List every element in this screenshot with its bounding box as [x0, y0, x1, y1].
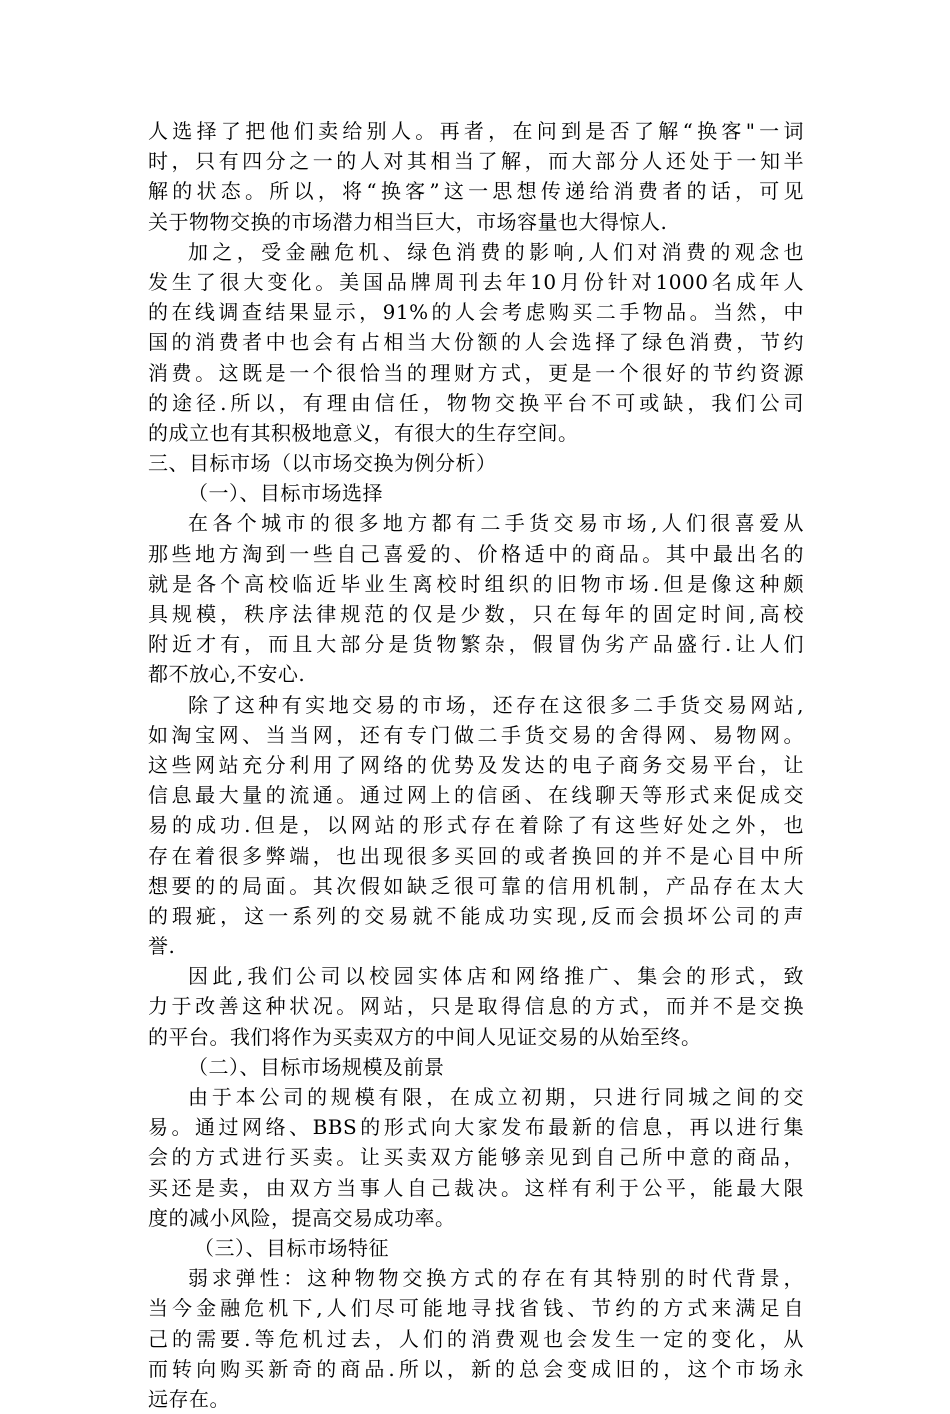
text-line: 而转向购买新奇的商品.所以，新的总会变成旧的，这个市场永 — [148, 1356, 804, 1381]
text-line: 的在线调查结果显示，91%的人会考虑购买二手物品。当然，中 — [148, 300, 804, 325]
text-line: 易。通过网络、BBS的形式向大家发布最新的信息，再以进行集 — [148, 1115, 804, 1140]
text-line: 的途径.所以，有理由信任，物物交换平台不可或缺，我们公司 — [148, 390, 804, 415]
text-line: 的瑕疵，这一系列的交易就不能成功实现,反而会损坏公司的声 — [148, 903, 804, 928]
document-body — [148, 116, 804, 1414]
text-line: 己的需要.等危机过去，人们的消费观也会发生一定的变化，从 — [148, 1326, 804, 1351]
text-line: 远存在。 — [148, 1386, 230, 1411]
text-line: 时，只有四分之一的人对其相当了解，而大部分人还处于一知半 — [148, 149, 804, 174]
text-line: 想要的的局面。其次假如缺乏很可靠的信用机制，产品存在太大 — [148, 873, 804, 898]
text-line: 在各个城市的很多地方都有二手货交易市场,人们很喜爱从 — [188, 511, 804, 536]
text-line: 誉. — [148, 934, 176, 959]
subsection-heading: （二）、目标市场规模及前景 — [188, 1054, 445, 1079]
text-line: 买还是卖，由双方当事人自己裁决。这样有利于公平，能最大限 — [148, 1175, 804, 1200]
text-line: 就是各个高校临近毕业生离校时组织的旧物市场.但是像这种颇 — [148, 571, 804, 596]
text-line: 度的减小风险，提高交易成功率。 — [148, 1205, 456, 1230]
subsection-heading: （三）、目标市场特征 — [194, 1235, 389, 1260]
text-line: 因此,我们公司以校园实体店和网络推广、集会的形式，致 — [188, 964, 804, 989]
text-line: 弱求弹性：这种物物交换方式的存在有其特别的时代背景， — [188, 1266, 804, 1291]
text-line: 当今金融危机下,人们尽可能地寻找省钱、节约的方式来满足自 — [148, 1296, 804, 1321]
text-line: 国的消费者中也会有占相当大份额的人会选择了绿色消费，节约 — [148, 330, 804, 355]
text-line: 信息最大量的流通。通过网上的信函、在线聊天等形式来促成交 — [148, 783, 804, 808]
subsection-heading: （一）、目标市场选择 — [188, 481, 383, 506]
text-line: 发生了很大变化。美国品牌周刊去年10月份针对1000名成年人 — [148, 269, 804, 294]
text-line: 如淘宝网、当当网，还有专门做二手货交易的舍得网、易物网。 — [148, 722, 804, 747]
text-line: 解的状态。所以，将“换客”这一思想传递给消费者的话，可见 — [148, 179, 804, 204]
text-line: 这些网站充分利用了网络的优势及发达的电子商务交易平台，让 — [148, 752, 804, 777]
text-line: 会的方式进行买卖。让买卖双方能够亲见到自己所中意的商品， — [148, 1145, 804, 1170]
text-line: 易的成功.但是，以网站的形式存在着除了有这些好处之外，也 — [148, 813, 804, 838]
text-line: 消费。这既是一个很恰当的理财方式，更是一个很好的节约资源 — [148, 360, 804, 385]
text-line: 的成立也有其积极地意义，有很大的生存空间。 — [148, 420, 579, 445]
text-line: 力于改善这种状况。网站，只是取得信息的方式，而并不是交换 — [148, 994, 804, 1019]
text-line: 那些地方淘到一些自己喜爱的、价格适中的商品。其中最出名的 — [148, 541, 804, 566]
text-line: 的平台。我们将作为买卖双方的中间人见证交易的从始至终。 — [148, 1024, 702, 1049]
text-line: 由于本公司的规模有限，在成立初期，只进行同城之间的交 — [188, 1085, 804, 1109]
section-heading: 三、目标市场（以市场交换为例分析） — [148, 451, 497, 476]
text-line: 附近才有，而且大部分是货物繁杂，假冒伪劣产品盛行.让人们 — [148, 632, 804, 657]
text-line: 存在着很多弊端，也出现很多买回的或者换回的并不是心目中所 — [148, 843, 804, 868]
text-line: 人选择了把他们卖给别人。再者，在问到是否了解“换客"一词 — [148, 119, 804, 143]
text-line: 关于物物交换的市场潜力相当巨大，市场容量也大得惊人. — [148, 209, 668, 234]
text-line: 除了这种有实地交易的市场，还存在这很多二手货交易网站, — [188, 692, 804, 717]
text-line: 加之，受金融危机、绿色消费的影响,人们对消费的观念也 — [188, 239, 804, 264]
text-line: 都不放心,不安心. — [148, 662, 306, 687]
text-line: 具规模，秩序法律规范的仅是少数，只在每年的固定时间,高校 — [148, 602, 804, 626]
